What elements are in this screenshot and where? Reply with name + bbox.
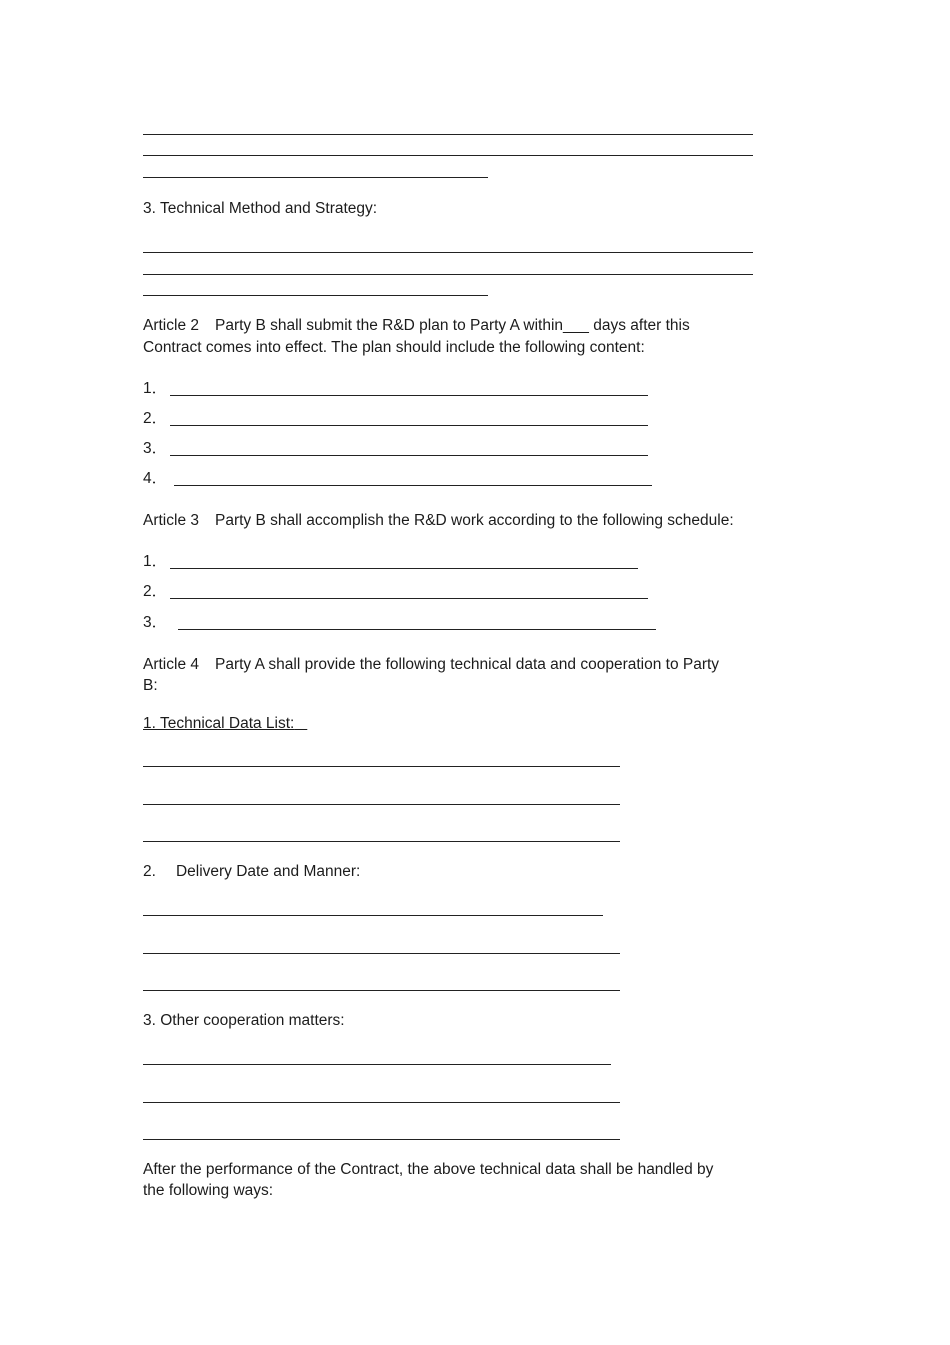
blank-line: [143, 155, 753, 156]
article-3-line: [143, 510, 734, 532]
delivery-text: Delivery Date and Manner:: [175, 863, 361, 880]
list-item-number: 3．: [143, 440, 168, 457]
blank-line: [170, 455, 648, 456]
article-4-line-2: B:: [143, 677, 158, 694]
blank-line: [143, 1064, 611, 1065]
article-4-label: Article 4: [143, 656, 199, 673]
blank-line: [170, 568, 638, 569]
blank-line: [143, 915, 603, 916]
after-performance-line-1: After the performance of the Contract, the above technical data shall be handled by: [143, 1161, 714, 1178]
blank-line: [143, 990, 620, 991]
blank-line: [143, 252, 753, 253]
article-4-text: Party A shall provide the following technical data and cooperation to Party: [215, 656, 720, 673]
article-2-line-1: [143, 315, 690, 337]
technical-data-list-heading: 1. Technical Data List:: [143, 715, 295, 732]
blank-line: [170, 395, 648, 396]
article-3-text: Party B shall accomplish the R&D work according to the following schedule:: [215, 512, 734, 529]
article-3-label: Article 3: [143, 512, 199, 529]
blank-line: [174, 485, 652, 486]
blank-line: [143, 134, 753, 135]
blank-line: [143, 953, 620, 954]
tech-method-heading: 3. Technical Method and Strategy:: [143, 200, 378, 217]
article-4-line-1: [143, 654, 719, 676]
list-item-number: 3．: [143, 614, 168, 631]
blank-line: [143, 841, 620, 842]
blank-line: [143, 177, 488, 178]
list-item-number: 2．: [143, 583, 168, 600]
blank-line: [143, 804, 620, 805]
blank-line: [143, 766, 620, 767]
delivery-number: 2.: [143, 863, 156, 880]
list-item-number: 1．: [143, 553, 168, 570]
after-performance-line-2: the following ways:: [143, 1182, 274, 1199]
blank-line: [143, 1139, 620, 1140]
blank-line: [170, 598, 648, 599]
article-2-line-2: Contract comes into effect. The plan should include the following content:: [143, 339, 645, 356]
article-2-label: Article 2: [143, 317, 199, 334]
blank-line: [143, 274, 753, 275]
list-item-number: 4．: [143, 470, 168, 487]
list-item-number: 2．: [143, 410, 168, 427]
blank-line: [170, 425, 648, 426]
other-cooperation-heading: 3. Other cooperation matters:: [143, 1012, 345, 1029]
blank-line: [143, 295, 488, 296]
blank-line: [143, 1102, 620, 1103]
article-2-text: Party B shall submit the R&D plan to Party A within___ days after this: [215, 317, 690, 334]
delivery-heading: [143, 861, 360, 883]
blank-line: [178, 629, 656, 630]
list-item-number: 1．: [143, 380, 168, 397]
